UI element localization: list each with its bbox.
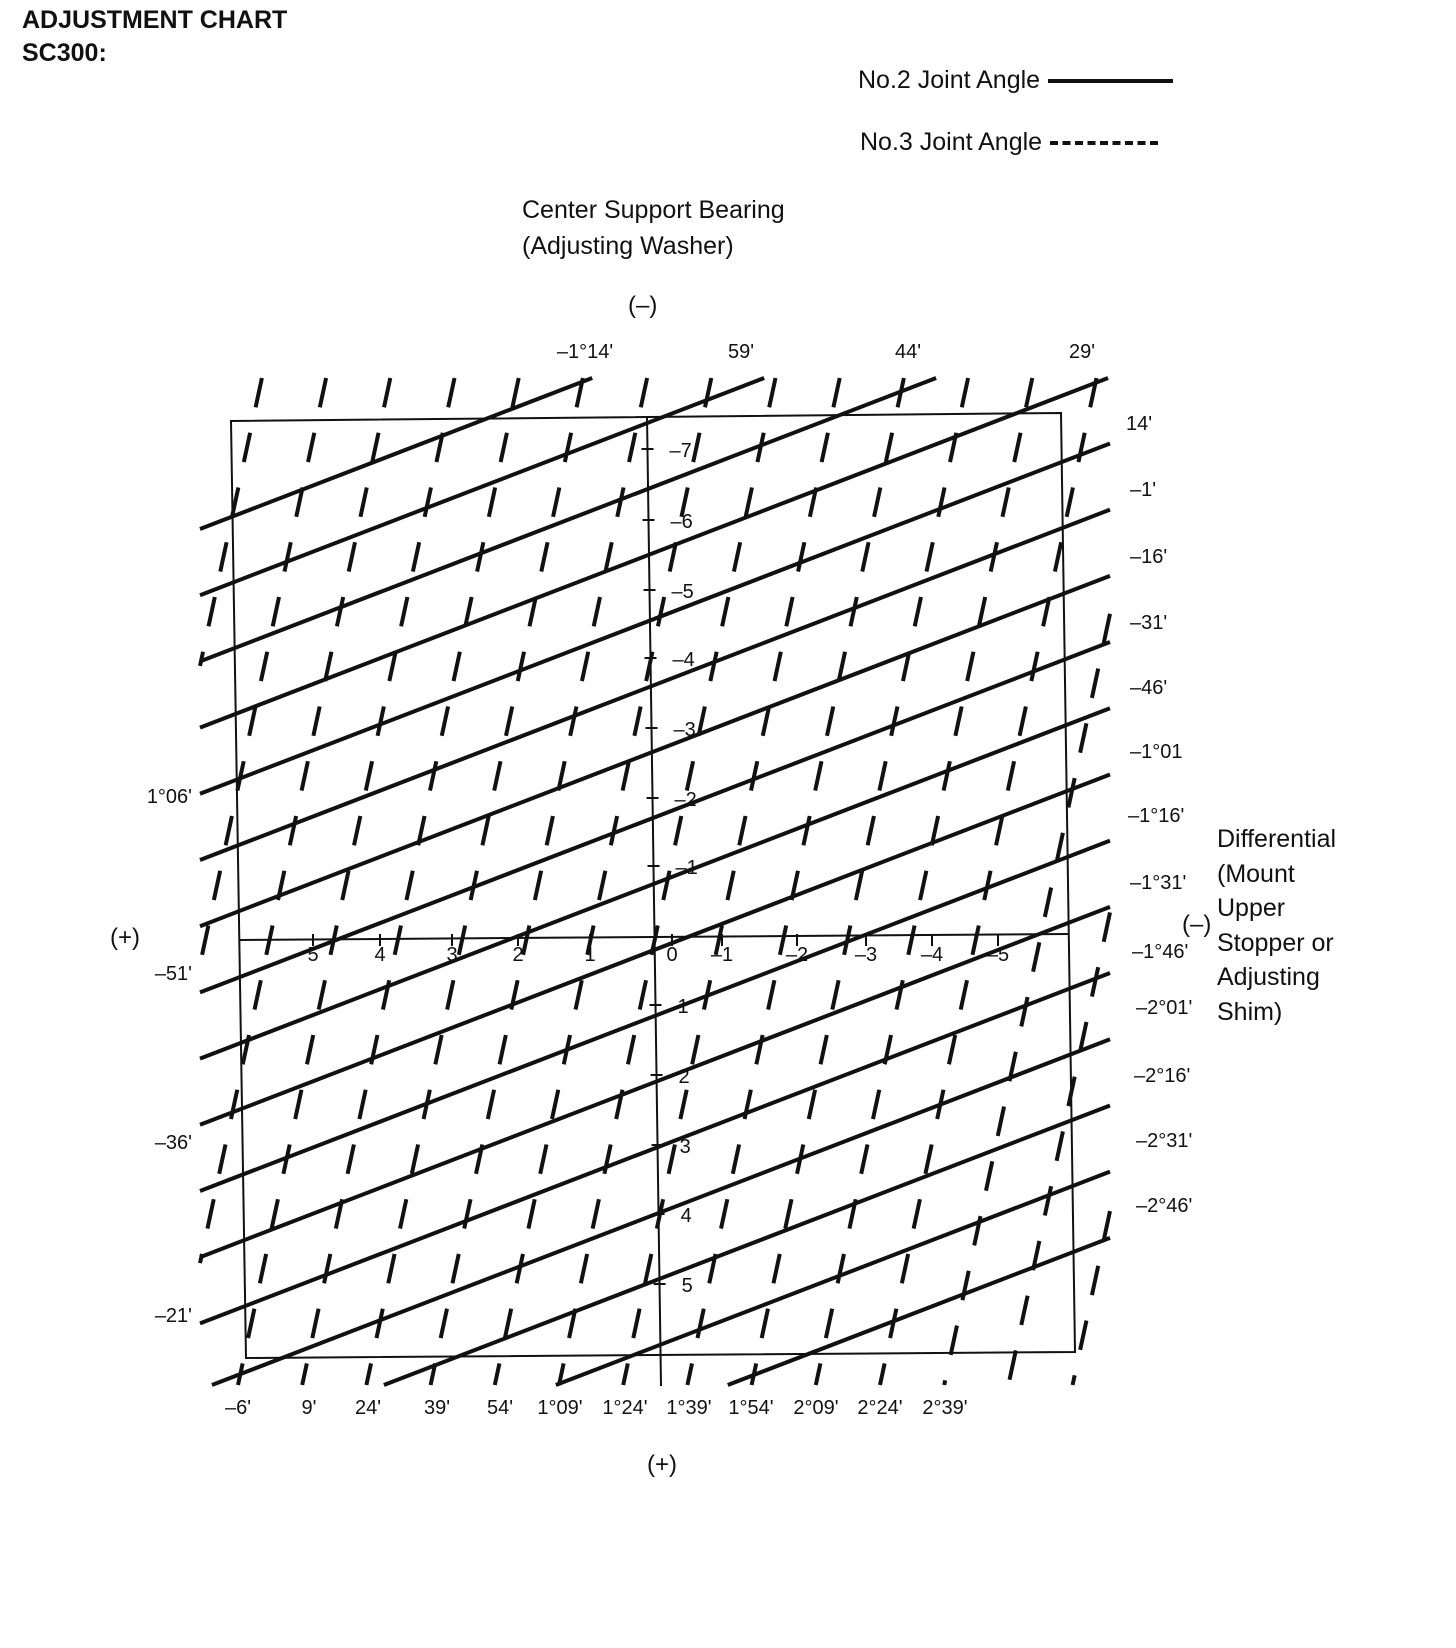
horizontal-axis-title-line: Shim): [1217, 997, 1283, 1026]
solid-line-top-label: 59': [727, 341, 755, 363]
no3-joint-angle-line: [1073, 1211, 1110, 1385]
vertical-tick-label: –7: [669, 440, 692, 462]
dashed-line-bottom-label: 9': [301, 1397, 317, 1419]
solid-line-right-label: –16': [1130, 546, 1168, 568]
horizontal-tick-label: 5: [307, 944, 319, 966]
dashed-line-bottom-label: –6': [224, 1397, 252, 1419]
horizontal-tick-label: –4: [920, 944, 944, 966]
vertical-axis-title-line2: (Adjusting Washer): [522, 232, 734, 260]
vertical-tick-label: –6: [670, 511, 693, 533]
horizontal-tick-label: –5: [986, 944, 1010, 966]
chart-title-line2: SC300:: [22, 39, 107, 67]
legend-dashed-label: No.3 Joint Angle: [860, 128, 1043, 156]
no2-joint-angle-line: [728, 1238, 1110, 1385]
solid-line-right-label: –31': [1130, 612, 1168, 634]
no3-joint-angle-line: [559, 378, 776, 1385]
no2-joint-angle-line: [200, 576, 1110, 926]
dashed-line-left-label: 1°06': [146, 786, 192, 808]
solid-line-right-label: –1°31': [1130, 872, 1187, 894]
solid-lines-group: [200, 378, 1110, 1385]
no3-joint-angle-line: [366, 378, 583, 1385]
solid-line-right-label: –1°16': [1128, 805, 1185, 827]
dashed-line-bottom-label: 2°39': [922, 1397, 968, 1419]
no2-joint-angle-line: [200, 841, 1110, 1191]
dashed-line-bottom-label: 54': [486, 1397, 514, 1419]
solid-line-right-label: –2°46': [1136, 1195, 1193, 1217]
vertical-tick-label: –2: [674, 789, 697, 811]
no3-joint-angle-line: [200, 378, 326, 965]
vertical-axis-title-line1: Center Support Bearing: [522, 196, 785, 224]
dashed-line-bottom-label: 1°54': [728, 1397, 774, 1419]
no3-joint-angle-line: [752, 378, 969, 1385]
horizontal-axis-title-line: (Mount: [1217, 859, 1295, 888]
vertical-tick-label: 1: [677, 996, 689, 1018]
no2-joint-angle-line: [200, 510, 1110, 860]
solid-line-right-label: –2°31': [1136, 1130, 1193, 1152]
dashed-line-left-label: –51': [154, 963, 192, 985]
horizontal-axis-title-line: Upper: [1217, 894, 1286, 922]
no3-joint-angle-line: [1008, 912, 1110, 1385]
solid-line-right-label: –1°46': [1132, 941, 1189, 963]
solid-line-right-label: 14': [1126, 413, 1153, 435]
vertical-tick-label: –4: [672, 649, 695, 671]
horizontal-tick-label: 3: [446, 944, 458, 966]
dashed-line-left-label: –21': [154, 1305, 192, 1327]
chart-title-line1: ADJUSTMENT CHART: [22, 6, 288, 34]
vertical-tick-label: 4: [680, 1205, 692, 1227]
solid-line-right-label: –2°16': [1134, 1065, 1191, 1087]
dashed-line-bottom-label: 2°09': [793, 1397, 839, 1419]
horizontal-minus-label: (–): [1182, 911, 1212, 938]
vertical-tick-label: 5: [681, 1275, 693, 1297]
no2-joint-angle-line: [200, 378, 1108, 728]
horizontal-tick-label: 2: [512, 944, 524, 966]
dashed-line-bottom-label: 1°09': [537, 1397, 583, 1419]
solid-line-top-label: 29': [1068, 341, 1096, 363]
vertical-tick-label: –3: [673, 719, 696, 741]
dashed-line-bottom-label: 24': [354, 1397, 382, 1419]
vertical-tick-label: –1: [675, 857, 698, 879]
dashed-line-bottom-label: 39': [423, 1397, 451, 1419]
horizontal-axis-title-line: Adjusting: [1217, 963, 1320, 991]
chart-frame: [231, 413, 1075, 1386]
horizontal-tick-label: 4: [374, 944, 386, 966]
vertical-plus-label: (+): [647, 1451, 677, 1478]
dashed-line-bottom-label: 1°24': [602, 1397, 648, 1419]
solid-line-top-label: –1°14': [556, 341, 614, 363]
horizontal-tick-label: –2: [785, 944, 809, 966]
horizontal-tick-label: –1: [710, 944, 734, 966]
solid-line-right-label: –1°01: [1130, 741, 1183, 763]
solid-line-right-label: –1': [1130, 479, 1157, 501]
no2-joint-angle-line: [200, 443, 1110, 793]
vertical-tick-label: 2: [678, 1066, 690, 1088]
no2-joint-angle-line: [384, 1105, 1110, 1385]
horizontal-axis-title-line: Stopper or: [1217, 928, 1334, 957]
no2-joint-angle-line: [200, 378, 764, 595]
solid-line-right-label: –46': [1130, 677, 1168, 699]
no3-joint-angle-line: [238, 378, 458, 1385]
horizontal-tick-label: 1: [584, 944, 596, 966]
vertical-tick-label: –5: [671, 581, 694, 603]
dashed-line-left-label: –36': [154, 1132, 192, 1154]
vertical-tick-label: 3: [679, 1136, 691, 1158]
horizontal-plus-label: (+): [110, 924, 140, 951]
vertical-axis-line: [647, 416, 661, 1386]
solid-line-top-label: 44': [894, 341, 922, 363]
horizontal-axis-title-line: Differential: [1217, 825, 1337, 853]
dashed-line-bottom-label: 2°24': [857, 1397, 903, 1419]
dashed-line-bottom-label: 1°39': [666, 1397, 712, 1419]
vertical-minus-label: (–): [628, 292, 658, 319]
horizontal-tick-label: –3: [854, 944, 878, 966]
legend-solid-label: No.2 Joint Angle: [858, 66, 1041, 94]
horizontal-tick-label: 0: [666, 944, 678, 966]
solid-line-right-label: –2°01': [1136, 997, 1193, 1019]
